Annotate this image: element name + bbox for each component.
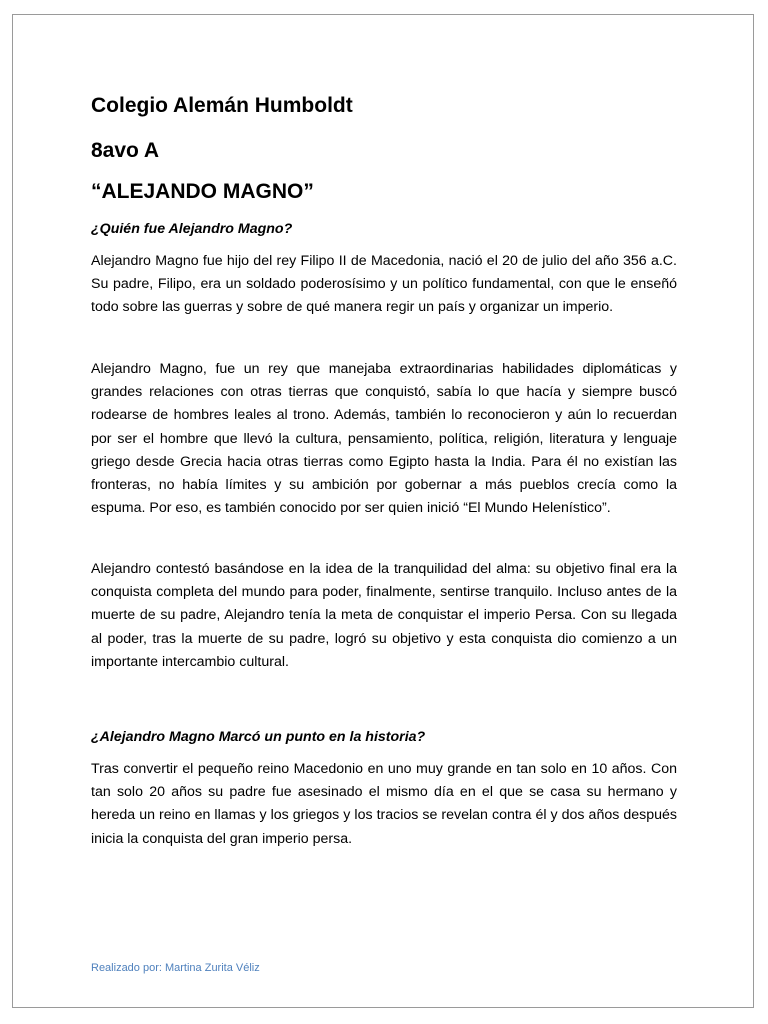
question-heading-1: ¿Quién fue Alejandro Magno? — [91, 221, 293, 237]
grade-heading: 8avo A — [91, 139, 160, 162]
paragraph-4: Tras convertir el pequeño reino Macedonio en uno muy grande en tan solo en 10 años. Con tan solo 20 años su padre fue asesinado el mismo día en el que se casa su hermano y hereda un reino en llamas y los griegos y los tracios se revelan contra él y dos años después inicia la conquista del gran imperio persa. — [91, 761, 677, 847]
paragraph-2: Alejandro Magno, fue un rey que manejaba extraordinarias habilidades diplomáticas y grandes relaciones con otras tierras que conquistó, sabía lo que hacía y siempre buscó rodearse de hombres leales al trono. Además, también lo reconocieron y aún lo recuerdan por ser el hombre que llevó la cultura, pensamiento, política, religión, literatura y lenguaje griego desde Grecia hacia otras tierras como Egipto hasta la India. Para él no existían las fronteras, no había límites y su ambición por gobernar a más pueblos crecía como la espuma. Por eso, es también conocido por ser quien inició “El Mundo Helenístico”. — [91, 361, 677, 517]
school-name: Colegio Alemán Humboldt — [91, 94, 353, 117]
paragraph-1: Alejandro Magno fue hijo del rey Filipo II de Macedonia, nació el 20 de julio del año 356 a.C. Su padre, Filipo, era un soldado poderosísimo y un político fundamental, con que le enseñó todo sobre las guerras y sobre de qué manera regir un país y organizar un imperio. — [91, 253, 677, 316]
document-title: “ALEJANDO MAGNO” — [91, 180, 314, 203]
question-heading-2: ¿Alejandro Magno Marcó un punto en la historia? — [91, 729, 426, 745]
author-footer: Realizado por: Martina Zurita Véliz — [91, 962, 260, 974]
paragraph-3: Alejandro contestó basándose en la idea de la tranquilidad del alma: su objetivo final era la conquista completa del mundo para poder, finalmente, sentirse tranquilo. Incluso antes de la muerte de su padre, Alejandro tenía la meta de conquistar el imperio Persa. Con su llegada al poder, tras la muerte de su padre, logró su objetivo y esta conquista dio comienzo a un importante intercambio cultural. — [91, 561, 677, 670]
